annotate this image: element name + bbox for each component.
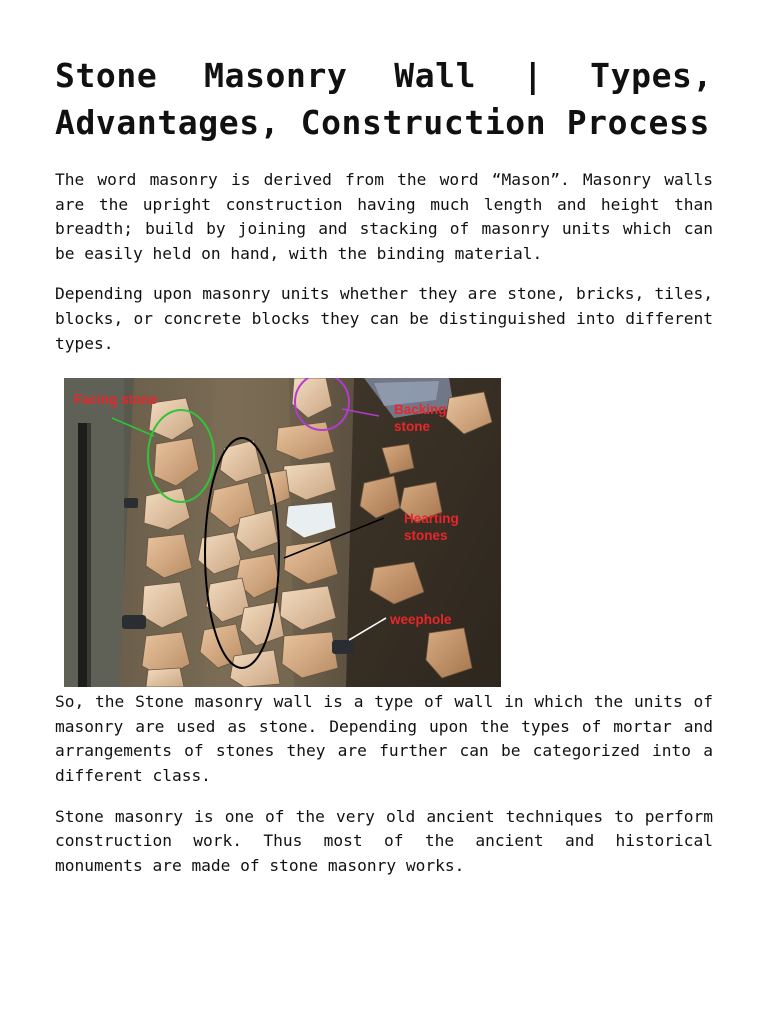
article [55,52,713,878]
paragraph-intro: The word masonry is derived from the word “Mason”. Masonry walls are the upright construction having much length and height than breadth; build by joining and stacking of masonry units which can be easily held on hand, with the binding material. [55,170,713,263]
paragraph-types: Depending upon masonry units whether they are stone, bricks, tiles, blocks, or concrete blocks they can be distinguished into different types. [55,284,713,353]
facing-stone-label: Facing stone [74,392,158,408]
paragraph-stone-wall: So, the Stone masonry wall is a type of wall in which the units of masonry are used as stone. Depending upon the types of mortar and arrangements of stones they are further can be categorized into a different class. [55,692,713,785]
stone-masonry-wall-photo [64,378,501,687]
paragraph-history: Stone masonry is one of the very old ancient techniques to perform construction work. Thus most of the ancient and historical monuments are made of stone masonry works. [55,806,713,875]
article-title: Stone Masonry Wall | Types, Advantages, Construction Process [55,56,713,142]
hearting-stones-label: Hearting stones [404,511,459,544]
weephole-label: weephole [390,612,452,628]
backing-stone-label: Backing stone [394,402,447,435]
